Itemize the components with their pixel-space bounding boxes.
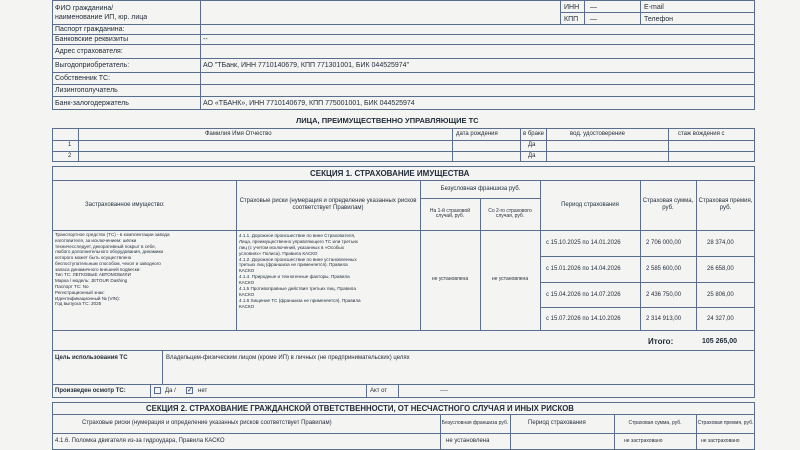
period-row-sum: 2 436 750,00 bbox=[646, 292, 682, 298]
passport-label: Паспорт гражданина: bbox=[55, 26, 125, 33]
driver-row-married: Да bbox=[528, 142, 536, 148]
total-value: 105 265,00 bbox=[702, 338, 738, 345]
inspection-label: Произведен осмотр ТС: bbox=[55, 388, 126, 394]
section2-col-risks: Страховые риски (нумерация и определение указанных рисков соответствует Правилам) bbox=[82, 420, 332, 426]
act-label: Акт от bbox=[370, 388, 388, 394]
purpose-label: Цель использования ТС bbox=[55, 355, 128, 361]
owner-label: Собственник ТС: bbox=[55, 75, 111, 82]
col-period: Период страхования bbox=[561, 201, 619, 208]
period-row-period: с 15.07.2026 по 14.10.2026 bbox=[546, 316, 621, 322]
period-row-sum: 2 585 600,00 bbox=[646, 266, 682, 272]
col-married: в браке bbox=[523, 131, 544, 137]
section2-row-risk: 4.1.6. Поломка двигателя из-за гидроудара, Правила КАСКО bbox=[55, 438, 225, 444]
beneficiary-label: Выгодоприобретатель: bbox=[55, 62, 130, 69]
kpp-label: КПП bbox=[564, 16, 579, 23]
pledge-label: Банк-залогодержатель bbox=[55, 100, 129, 107]
period-row-period: с 15.10.2025 по 14.01.2026 bbox=[546, 240, 621, 246]
inn-value: — bbox=[590, 4, 597, 11]
col-insured-property: Застрахованное имущество: bbox=[85, 202, 165, 208]
col-premium: Страховая премия, руб. bbox=[698, 198, 753, 211]
period-row-period: с 15.04.2026 по 14.07.2026 bbox=[546, 292, 621, 298]
col-birth-date: дата рождения bbox=[456, 131, 498, 137]
address-label: Адрес страхователя: bbox=[55, 48, 123, 55]
col-franchise: Безусловная франшиза руб. bbox=[440, 186, 521, 193]
bank-value: -- bbox=[203, 36, 208, 43]
section2-col-period: Период страхования bbox=[528, 420, 586, 426]
col-driver-name: Фамилия Имя Отчество bbox=[205, 131, 272, 137]
driver-row-married: Да bbox=[528, 153, 536, 159]
period-row-period: с 15.01.2026 по 14.04.2026 bbox=[546, 266, 621, 272]
leasing-label: Лизингополучатель bbox=[55, 87, 118, 94]
period-row-premium: 25 806,00 bbox=[707, 292, 734, 298]
period-row-sum: 2 706 000,00 bbox=[646, 240, 682, 246]
pledge-value: АО «ТБАНК», ИНН 7710140679, КПП 775001001, БИК 044525974 bbox=[203, 100, 415, 107]
kpp-value: — bbox=[590, 16, 597, 23]
inspection-no-label: нет bbox=[198, 388, 208, 394]
inn-label: ИНН bbox=[564, 4, 580, 11]
insured-property-description: Транспортное средство (ТС) - в комплектации завода изготовителя, за исключением: шёлки техничесследует, декоративный покрыт в себе, любого дополнительного оборудования, динамики которого может быть осуществлено беспоступательным способом, чехол и заводного запаса динамичного внешней подвески: Тип ТС: ЛЕГКОВЫЕ АВТОМОБИЛИ Марка / модель: JETOUR Dashing Паспорт ТС: No Регистрационный знак: Идентификационный № (VIN): Год выпуска ТС: 2025 bbox=[55, 232, 170, 307]
period-row-premium: 26 658,00 bbox=[707, 266, 734, 272]
col-sum: Страховая сумма, руб. bbox=[642, 198, 694, 211]
inspection-yes-checkbox[interactable] bbox=[154, 387, 161, 394]
section2-row-sum: не застраховано bbox=[624, 438, 663, 444]
section2-col-sum: Страховая сумма, руб. bbox=[628, 419, 682, 426]
purpose-value: Владельцем-физическим лицом (кроме ИП) в личных (не предпринимательских) целях bbox=[166, 355, 410, 361]
insured-risks-list: 4.1.1. Дорожное происшествие по вине Страхователя, Лица, преимущественно управляющего ТС или третьих лиц (с учетом исключений, указанных в «Особых условиях» Полиса). Правила КАСКО 4.1.2. Дорожное происшествие по вине установленных третьих лиц (франшиза не применяется). Правила КАСКО 4.1.4. Природные и техногенные факторы. Правила КАСКО 4.1.5 Противоправные действия третьих лиц. Правила КАСКО 4.1.6 Хищение ТС (франшиза не применяется). Правила КАСКО bbox=[239, 233, 361, 309]
col-risks: Страховые риски (нумерация и определение указанных рисков соответствует Правилам) bbox=[239, 198, 417, 211]
col-franchise-first: На 1-й страховой случай, руб. bbox=[429, 207, 471, 219]
total-label: Итого: bbox=[648, 337, 674, 346]
col-license: вод. удостоверение bbox=[570, 131, 625, 137]
driver-row-num: 1 bbox=[68, 142, 72, 148]
period-row-sum: 2 314 913,00 bbox=[646, 316, 682, 322]
driver-row-num: 2 bbox=[68, 153, 72, 159]
section2-title: СЕКЦИЯ 2. СТРАХОВАНИЕ ГРАЖДАНСКОЙ ОТВЕТСТВЕННОСТИ, ОТ НЕСЧАСТНОГО СЛУЧАЯ И ИНЫХ РИСКОВ bbox=[146, 404, 574, 413]
inspection-no-checkbox[interactable]: ✓ bbox=[187, 387, 193, 394]
franchise-first-value: не установлена bbox=[431, 276, 469, 283]
period-row-premium: 28 374,00 bbox=[707, 240, 734, 246]
email-label: E-mail bbox=[644, 4, 664, 11]
beneficiary-value: АО "ТБанк, ИНН 7710140679, КПП 771301001, БИК 044525974" bbox=[203, 62, 410, 69]
section2-row-premium: не застраховано bbox=[701, 438, 740, 444]
col-experience: стаж вождения с bbox=[678, 131, 725, 137]
drivers-table bbox=[52, 128, 755, 162]
col-franchise-second: Со 2-го страхового случая, руб. bbox=[488, 207, 532, 219]
section2-row-franchise: не установлена bbox=[446, 438, 490, 444]
section2-col-franchise: Безусловная франшиза руб. bbox=[441, 419, 509, 426]
bank-label: Банковские реквизиты bbox=[55, 36, 129, 43]
inspection-yes-label: Да / bbox=[165, 388, 176, 394]
franchise-second-value: не установлена bbox=[491, 276, 529, 283]
period-row-premium: 24 327,00 bbox=[707, 316, 734, 322]
drivers-title: ЛИЦА, ПРЕИМУЩЕСТВЕННО УПРАВЛЯЮЩИЕ ТС bbox=[296, 116, 479, 125]
act-value: ---- bbox=[440, 388, 448, 394]
fio-label: ФИО гражданина/ bbox=[55, 5, 114, 12]
section1-title: СЕКЦИЯ 1. СТРАХОВАНИЕ ИМУЩЕСТВА bbox=[310, 169, 470, 178]
fio-label-line2: наименование ИП, юр. лица bbox=[55, 14, 148, 21]
section2-col-premium: Страховая премия, руб. bbox=[697, 419, 754, 426]
phone-label: Телефон bbox=[644, 16, 674, 23]
